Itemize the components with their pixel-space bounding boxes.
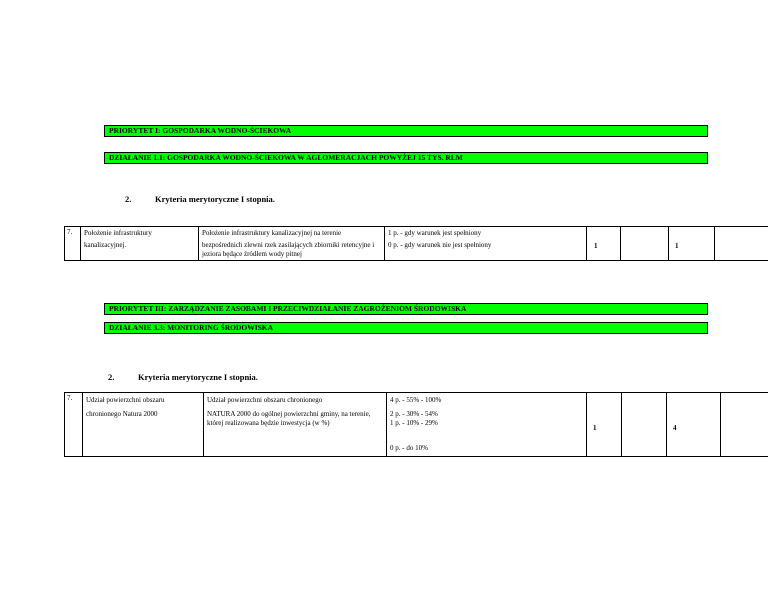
scoring-line-1: 1 p. - gdy warunek jest spełniony (388, 229, 482, 237)
scoring-line-3: 1 p. - 10% - 29% (390, 419, 438, 427)
row-number: 7. (67, 228, 73, 236)
criterion-name-line-2: chronionego Natura 2000 (86, 410, 158, 418)
max-points-value: 1 (675, 242, 679, 250)
priority-bar-1: PRIORYTET I: GOSPODARKA WODNO-ŚCIEKOWA (104, 125, 708, 137)
scoring-line-2: 0 p. - gdy warunek nie jest spełniony (388, 241, 492, 249)
table-border (64, 226, 768, 227)
table-border (621, 392, 622, 457)
table-border (64, 260, 768, 261)
criteria-table-1 (64, 226, 768, 261)
criterion-description-line-1: Udział powierzchni obszaru chronionego (207, 396, 323, 404)
table-border (64, 392, 768, 393)
table-border (720, 392, 721, 457)
heading-number: 2. (125, 194, 132, 204)
table-border (668, 226, 669, 261)
scoring-line-2: 2 p. - 30% - 54% (390, 410, 438, 418)
heading-number: 2. (108, 372, 115, 382)
heading-text: Kryteria merytoryczne I stopnia. (138, 372, 258, 382)
priority-bar-2: PRIORYTET III: ZARZĄDZANIE ZASOBAMI I PRZECIWDZIAŁANIE ZAGROŻENIOM ŚRODOWISKA (104, 303, 708, 315)
weight-value: 1 (593, 424, 597, 432)
table-border (586, 226, 587, 261)
criterion-description-line-2: NATURA 2000 do ogólnej powierzchni gminy, na terenie, której realizowana będzie inwestycja (w %) (207, 410, 371, 427)
max-points-value: 4 (673, 424, 677, 432)
action-bar-2: DZIAŁANIE 3.3: MONITORING ŚRODOWISKA (104, 322, 708, 334)
section-heading-2 (108, 372, 258, 382)
table-border (64, 456, 768, 457)
criterion-name-line-2: kanalizacyjnej. (84, 241, 127, 249)
criterion-description-line-1: Położenie infrastruktury kanalizacyjnej na terenie (202, 229, 342, 237)
heading-text: Kryteria merytoryczne I stopnia. (155, 194, 275, 204)
row-number: 7. (67, 394, 73, 402)
table-border (666, 392, 667, 457)
table-border (586, 392, 587, 457)
action-bar-1: DZIAŁANIE 1.1: GOSPODARKA WODNO-ŚCIEKOWA W AGLOMERACJACH POWYŻEJ 15 TYS. RLM (104, 152, 708, 164)
section-heading-1 (125, 194, 275, 204)
table-border (620, 226, 621, 261)
criterion-name-line-1: Udział powierzchni obszaru (86, 396, 165, 404)
weight-value: 1 (594, 242, 598, 250)
scoring-line-1: 4 p. - 55% - 100% (390, 396, 442, 404)
scoring-line-4: 0 p. - do 10% (390, 444, 428, 452)
criteria-table-2 (64, 392, 768, 457)
table-border (714, 226, 715, 261)
criterion-description-line-2: bezpośrednich zlewni rzek zasilających zbiorniki retencyjne i jeziora będące źródłem wody pitnej (202, 241, 375, 258)
criterion-name-line-1: Położenie infrastruktury (84, 229, 152, 237)
